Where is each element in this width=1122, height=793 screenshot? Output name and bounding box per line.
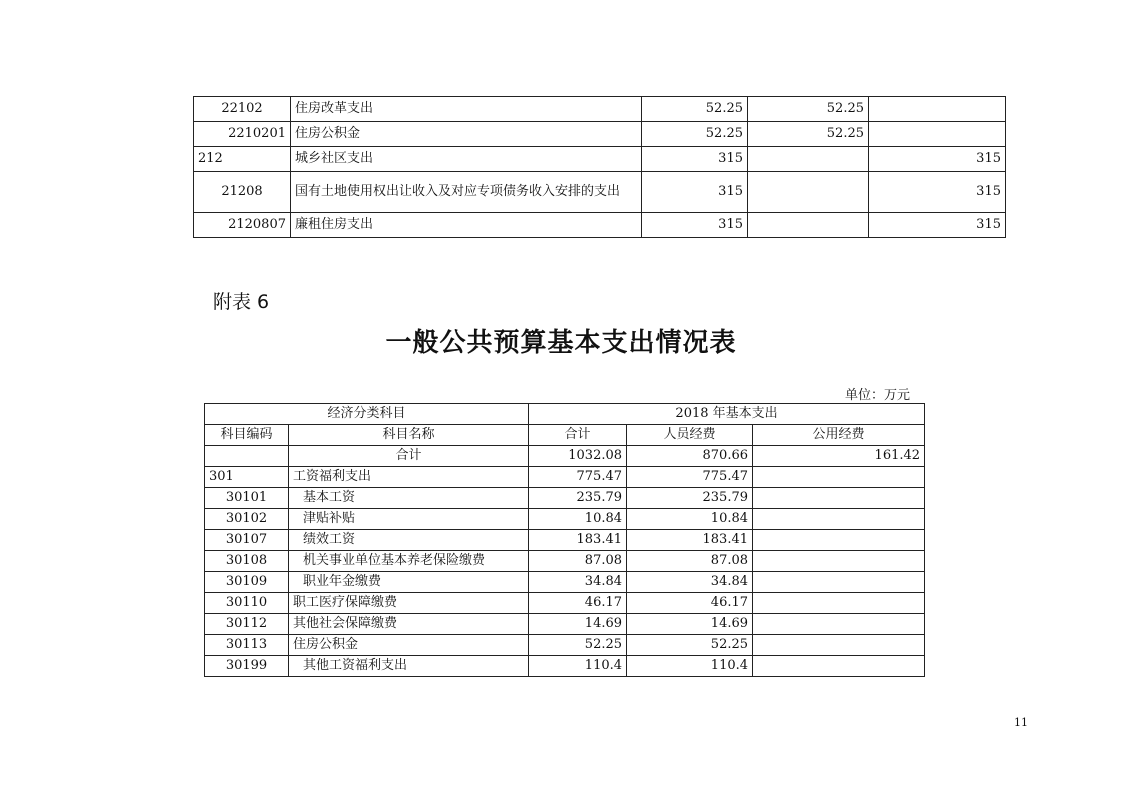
subject-name: 工资福利支出 xyxy=(289,467,529,488)
total-value: 34.84 xyxy=(529,572,627,593)
subject-name: 绩效工资 xyxy=(289,530,529,551)
table-row xyxy=(194,172,1006,213)
table-row xyxy=(205,656,925,677)
header-subject-name: 科目名称 xyxy=(289,425,529,446)
project-value xyxy=(869,122,1006,147)
public-value xyxy=(753,656,925,677)
header-personnel: 人员经费 xyxy=(627,425,753,446)
continued-expenditure-table xyxy=(193,96,1006,238)
subject-name: 其他工资福利支出 xyxy=(289,656,529,677)
total-value: 775.47 xyxy=(529,467,627,488)
table-row xyxy=(205,614,925,635)
table-header-row xyxy=(205,425,925,446)
header-economic-classification: 经济分类科目 xyxy=(205,404,529,425)
total-value: 315 xyxy=(642,172,748,213)
subject-code: 30110 xyxy=(205,593,289,614)
subject-name: 住房公积金 xyxy=(289,635,529,656)
header-public: 公用经费 xyxy=(753,425,925,446)
subject-code: 22102 xyxy=(194,97,291,122)
subject-name: 住房公积金 xyxy=(291,122,642,147)
total-value: 52.25 xyxy=(642,122,748,147)
public-value xyxy=(753,614,925,635)
subject-name: 其他社会保障缴费 xyxy=(289,614,529,635)
personnel-value: 52.25 xyxy=(627,635,753,656)
personnel-value: 110.4 xyxy=(627,656,753,677)
subject-code: 30109 xyxy=(205,572,289,593)
project-value: 315 xyxy=(869,147,1006,172)
public-value xyxy=(753,551,925,572)
personnel-value: 775.47 xyxy=(627,467,753,488)
subject-code: 2210201 xyxy=(194,122,291,147)
subject-name: 住房改革支出 xyxy=(291,97,642,122)
public-value xyxy=(753,593,925,614)
subject-name: 廉租住房支出 xyxy=(291,213,642,238)
subject-name: 国有土地使用权出让收入及对应专项债务收入安排的支出 xyxy=(291,172,642,213)
project-value: 315 xyxy=(869,172,1006,213)
subject-code: 212 xyxy=(194,147,291,172)
total-code xyxy=(205,446,289,467)
subject-name: 津贴补贴 xyxy=(289,509,529,530)
total-value: 10.84 xyxy=(529,509,627,530)
total-value: 14.69 xyxy=(529,614,627,635)
total-value: 87.08 xyxy=(529,551,627,572)
public-value xyxy=(753,509,925,530)
subject-code: 30199 xyxy=(205,656,289,677)
basic-value: 52.25 xyxy=(748,122,869,147)
subject-code: 30108 xyxy=(205,551,289,572)
personnel-value: 34.84 xyxy=(627,572,753,593)
subject-name: 基本工资 xyxy=(289,488,529,509)
unit-label: 单位：万元 xyxy=(845,388,911,403)
total-value: 315 xyxy=(642,213,748,238)
personnel-value: 14.69 xyxy=(627,614,753,635)
public-value xyxy=(753,572,925,593)
total-value: 52.25 xyxy=(529,635,627,656)
total-value: 52.25 xyxy=(642,97,748,122)
table-row xyxy=(205,593,925,614)
total-value: 110.4 xyxy=(529,656,627,677)
table-row xyxy=(205,551,925,572)
table-row xyxy=(194,147,1006,172)
public-value: 161.42 xyxy=(753,446,925,467)
personnel-value: 10.84 xyxy=(627,509,753,530)
table-row xyxy=(194,122,1006,147)
subject-code: 21208 xyxy=(194,172,291,213)
table-row xyxy=(205,467,925,488)
table-row xyxy=(194,213,1006,238)
total-value: 315 xyxy=(642,147,748,172)
basic-value: 52.25 xyxy=(748,97,869,122)
total-label: 合计 xyxy=(289,446,529,467)
basic-expenditure-table xyxy=(204,403,925,677)
public-value xyxy=(753,530,925,551)
subject-name: 城乡社区支出 xyxy=(291,147,642,172)
page-title: 一般公共预算基本支出情况表 xyxy=(385,328,737,358)
table-header-row xyxy=(205,404,925,425)
header-basic-expenditure-2018: 2018 年基本支出 xyxy=(529,404,925,425)
header-subject-code: 科目编码 xyxy=(205,425,289,446)
subject-code: 30113 xyxy=(205,635,289,656)
personnel-value: 235.79 xyxy=(627,488,753,509)
subject-name: 职工医疗保障缴费 xyxy=(289,593,529,614)
subject-code: 30101 xyxy=(205,488,289,509)
table-row xyxy=(205,488,925,509)
table-row xyxy=(194,97,1006,122)
basic-value xyxy=(748,147,869,172)
total-value: 183.41 xyxy=(529,530,627,551)
subject-code: 30102 xyxy=(205,509,289,530)
subject-code: 301 xyxy=(205,467,289,488)
table-row xyxy=(205,572,925,593)
table-row xyxy=(205,530,925,551)
project-value: 315 xyxy=(869,213,1006,238)
basic-value xyxy=(748,172,869,213)
personnel-value: 183.41 xyxy=(627,530,753,551)
table-row xyxy=(205,635,925,656)
basic-value xyxy=(748,213,869,238)
personnel-value: 870.66 xyxy=(627,446,753,467)
total-value: 46.17 xyxy=(529,593,627,614)
page-number: 11 xyxy=(1014,716,1028,729)
total-value: 1032.08 xyxy=(529,446,627,467)
personnel-value: 87.08 xyxy=(627,551,753,572)
attachment-label: 附表 6 xyxy=(213,291,270,313)
personnel-value: 46.17 xyxy=(627,593,753,614)
subject-code: 30112 xyxy=(205,614,289,635)
public-value xyxy=(753,488,925,509)
subject-name: 机关事业单位基本养老保险缴费 xyxy=(289,551,529,572)
public-value xyxy=(753,467,925,488)
table-row xyxy=(205,509,925,530)
subject-code: 2120807 xyxy=(194,213,291,238)
subject-code: 30107 xyxy=(205,530,289,551)
subject-name: 职业年金缴费 xyxy=(289,572,529,593)
total-value: 235.79 xyxy=(529,488,627,509)
header-total: 合计 xyxy=(529,425,627,446)
total-row xyxy=(205,446,925,467)
public-value xyxy=(753,635,925,656)
project-value xyxy=(869,97,1006,122)
